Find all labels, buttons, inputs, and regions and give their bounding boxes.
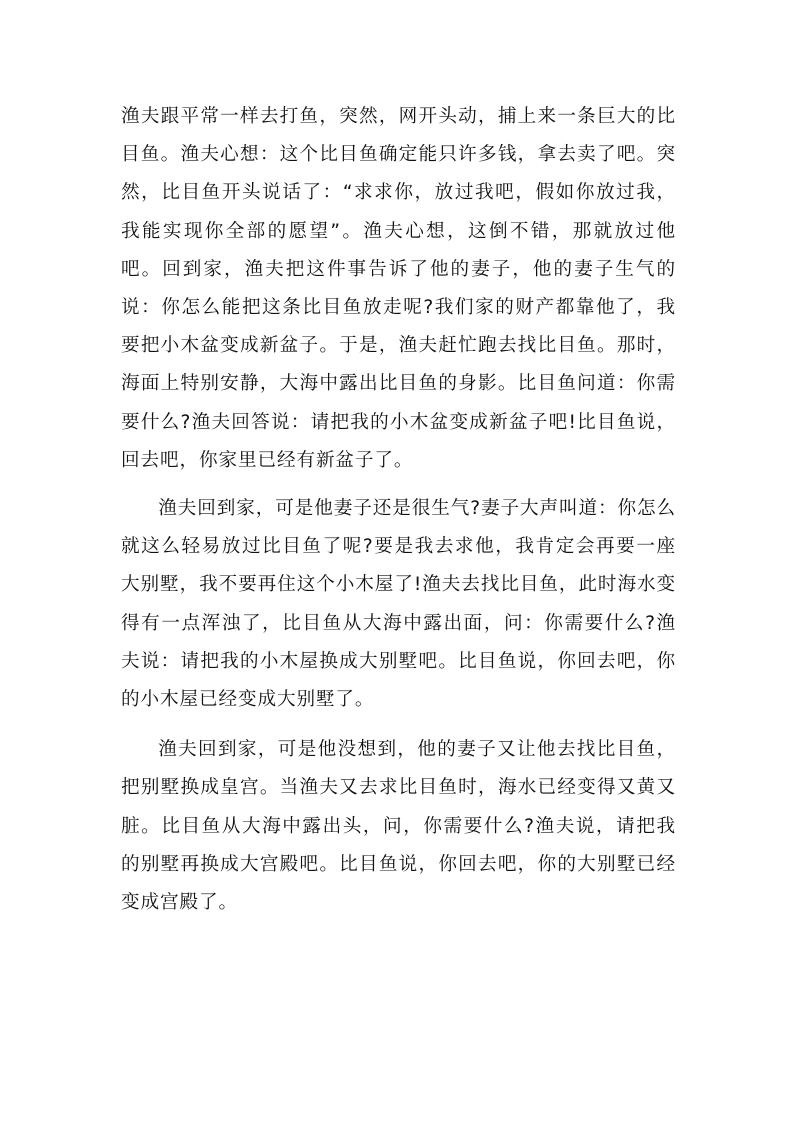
document-body: [121, 98, 676, 922]
paragraph-3: 渔夫回到家，可是他没想到，他的妻子又让他去找比目鱼，把别墅换成皇宫。当渔夫又去求比目鱼时，海水已经变得又黄又脏。比目鱼从大海中露出头，问，你需要什么?渔夫说，请把我的别墅再换成大宫殿吧。比目鱼说，你回去吧，你的大别墅已经变成宫殿了。: [121, 739, 676, 914]
paragraph-1: 渔夫跟平常一样去打鱼，突然，网开头动，捕上来一条巨大的比目鱼。渔夫心想：这个比目鱼确定能只许多钱，拿去卖了吧。突然，比目鱼开头说话了：“求求你，放过我吧，假如你放过我，我能实现你全部的愿望”。渔夫心想，这倒不错，那就放过他吧。回到家，渔夫把这件事告诉了他的妻子，他的妻子生气的说：你怎么能把这条比目鱼放走呢?我们家的财产都靠他了，我要把小木盆变成新盆子。于是，渔夫赶忙跑去找比目鱼。那时，海面上特别安静，大海中露出比目鱼的身影。比目鱼问道：你需要什么?渔夫回答说：请把我的小木盆变成新盆子吧!比目鱼说，回去吧，你家里已经有新盆子了。: [121, 106, 676, 471]
paragraph-2: 渔夫回到家，可是他妻子还是很生气?妻子大声叫道：你怎么就这么轻易放过比目鱼了呢?要是我去求他，我肯定会再要一座大别墅，我不要再住这个小木屋了!渔夫去找比目鱼，此时海水变得有一点浑浊了，比目鱼从大海中露出面，问：你需要什么?渔夫说：请把我的小木屋换成大别墅吧。比目鱼说，你回去吧，你的小木屋已经变成大别墅了。: [121, 498, 676, 711]
